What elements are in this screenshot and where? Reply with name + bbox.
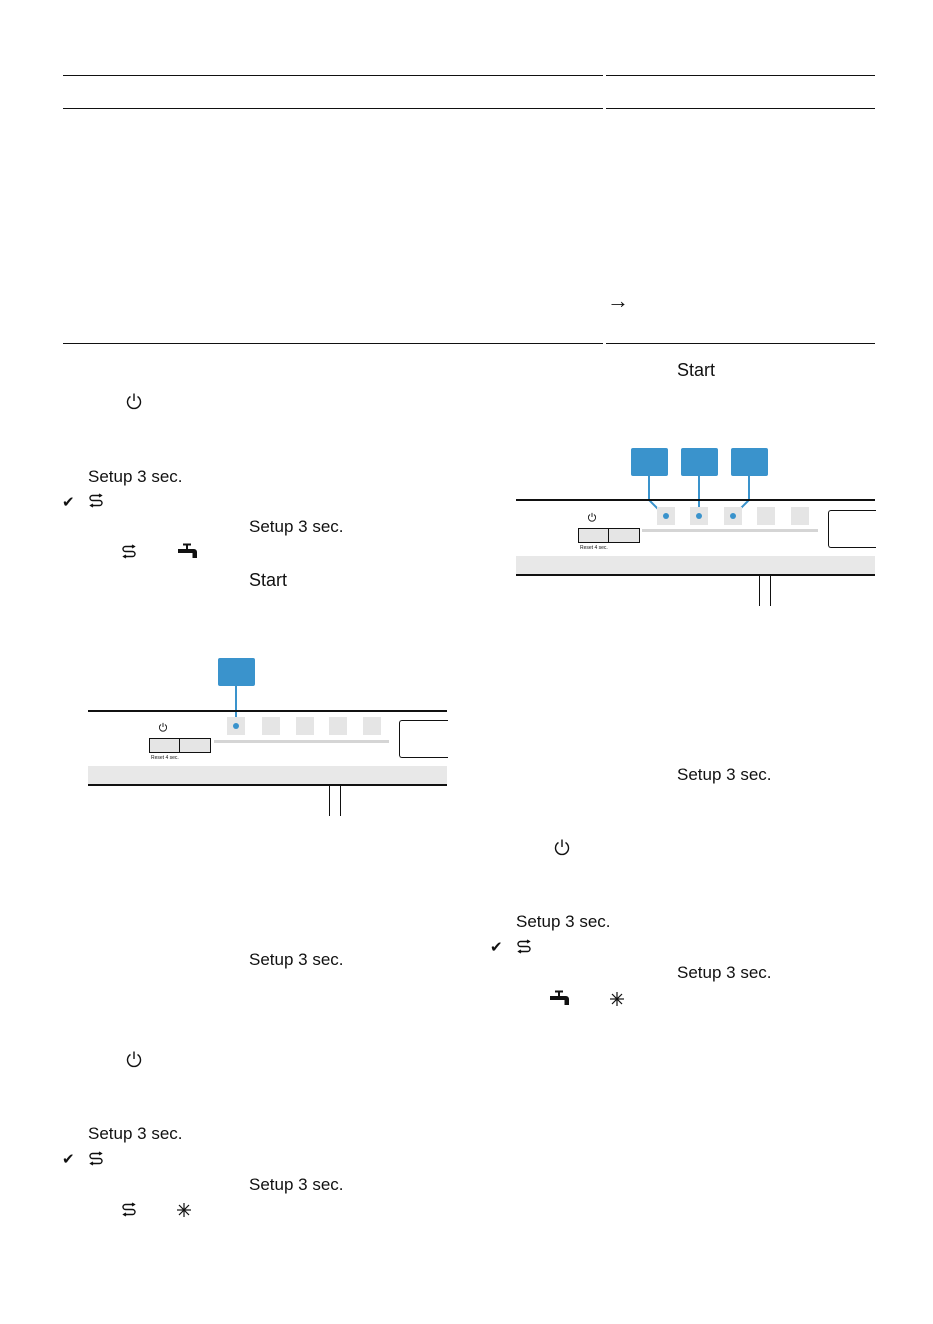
water-tap-icon	[177, 543, 199, 561]
start-label: Start	[677, 360, 716, 380]
setup-label: Setup 3 sec.	[677, 765, 772, 784]
indicator-4	[757, 507, 775, 525]
setup-label: Setup 3 sec.	[88, 1124, 183, 1143]
power-icon	[125, 392, 143, 410]
water-tap-icon	[549, 990, 571, 1008]
panel-button	[608, 528, 640, 543]
display-window	[399, 720, 448, 758]
program-icon	[516, 939, 532, 955]
indicator-dot	[730, 513, 736, 519]
arrow-right-icon: →	[607, 288, 629, 313]
indicator-bar	[642, 529, 818, 532]
indicator-2	[262, 717, 280, 735]
table-rule-bottom-right	[606, 343, 875, 344]
check-icon: ✔	[62, 494, 75, 511]
indicator-dot	[696, 513, 702, 519]
panel-top-edge	[88, 710, 447, 712]
check-icon: ✔	[490, 939, 503, 956]
panel-bottom-edge	[88, 784, 447, 786]
setup-label: Setup 3 sec.	[516, 912, 611, 931]
header-rule-top-right	[606, 75, 875, 76]
power-icon	[158, 722, 168, 732]
program-icon	[88, 1151, 104, 1167]
setup-label: Setup 3 sec.	[249, 517, 344, 536]
setup-label: Setup 3 sec.	[677, 963, 772, 982]
indicator-dot	[233, 723, 239, 729]
indicator-5	[791, 507, 809, 525]
panel-button	[578, 528, 610, 543]
program-icon	[121, 1202, 137, 1218]
power-icon	[587, 512, 597, 522]
control-panel-diagram-right	[516, 448, 875, 608]
header-rule-mid-left	[63, 108, 603, 109]
sparkle-icon	[609, 991, 625, 1007]
indicator-3	[296, 717, 314, 735]
panel-strip	[88, 766, 447, 784]
panel-button	[179, 738, 211, 753]
start-label: Start	[249, 570, 288, 590]
door-handle	[759, 576, 771, 606]
setup-label: Setup 3 sec.	[249, 1175, 344, 1194]
callout-box	[218, 658, 255, 686]
setup-label: Setup 3 sec.	[249, 950, 344, 969]
setup-label: Setup 3 sec.	[88, 467, 183, 486]
display-window	[828, 510, 876, 548]
power-icon	[125, 1050, 143, 1068]
reset-label: Reset 4 sec.	[151, 755, 179, 761]
program-icon	[88, 493, 104, 509]
indicator-bar	[214, 740, 389, 743]
header-rule-top-left	[63, 75, 603, 76]
reset-label: Reset 4 sec.	[580, 545, 608, 551]
door-handle	[329, 786, 341, 816]
indicator-dot	[663, 513, 669, 519]
power-icon	[553, 838, 571, 856]
indicator-4	[329, 717, 347, 735]
header-rule-mid-right	[606, 108, 875, 109]
panel-strip	[516, 556, 875, 574]
indicator-5	[363, 717, 381, 735]
control-panel-diagram-left	[88, 658, 447, 818]
table-rule-bottom-left	[63, 343, 603, 344]
panel-top-edge	[516, 499, 875, 501]
sparkle-icon	[176, 1202, 192, 1218]
panel-button	[149, 738, 181, 753]
panel-bottom-edge	[516, 574, 875, 576]
check-icon: ✔	[62, 1151, 75, 1168]
program-icon	[121, 544, 137, 560]
